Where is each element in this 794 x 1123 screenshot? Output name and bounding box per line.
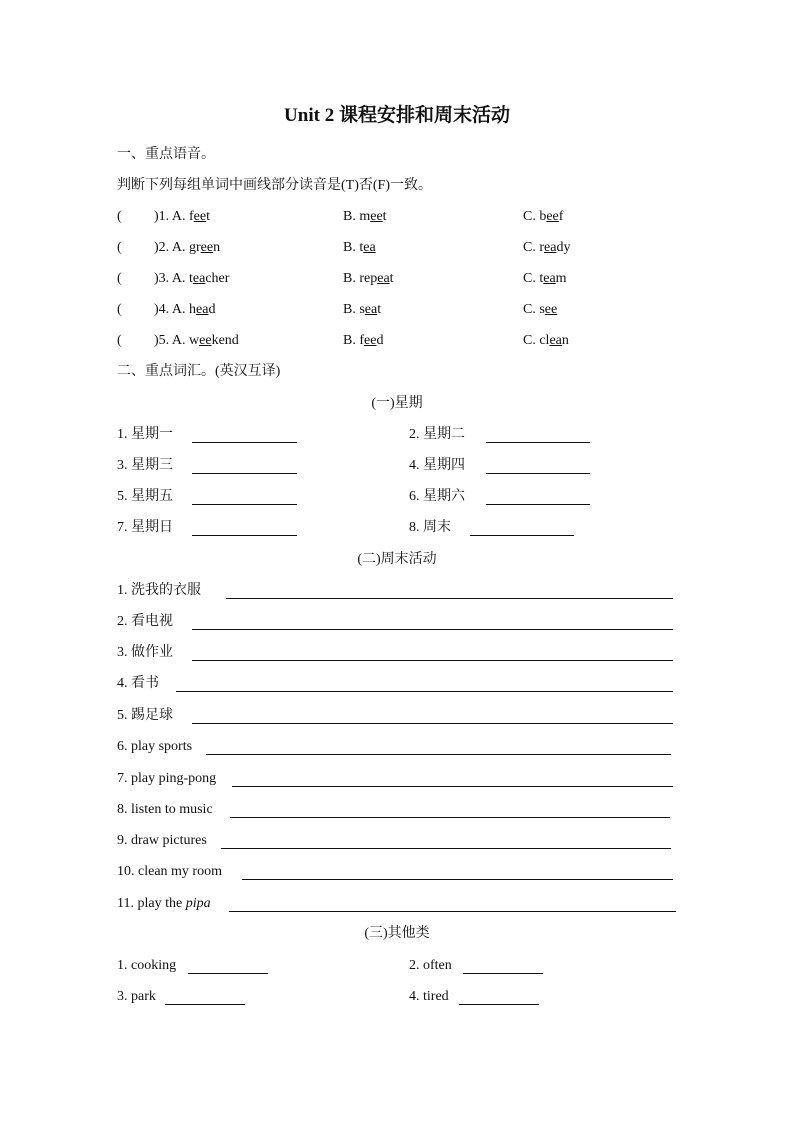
section2-heading: 二、重点词汇。(英汉互译)	[117, 364, 281, 379]
answer-paren-open[interactable]: (	[117, 209, 122, 224]
underlined-letters: ee	[546, 209, 559, 224]
weekday-label: 1. 星期一	[117, 427, 173, 442]
underlined-letters: ea	[363, 240, 376, 255]
word-c: see	[539, 302, 558, 317]
weekday-label: 3. 星期三	[117, 458, 173, 473]
activity-label: 9. draw pictures	[117, 833, 207, 848]
answer-paren-open[interactable]: (	[117, 333, 122, 348]
answer-blank[interactable]	[459, 1004, 539, 1005]
answer-line[interactable]	[192, 629, 673, 630]
weekday-label: 8. 周末	[409, 520, 451, 535]
weekday-label: 6. 星期六	[409, 489, 465, 504]
activity-label: 8. listen to music	[117, 802, 213, 817]
answer-line[interactable]	[192, 723, 673, 724]
answer-line[interactable]	[221, 848, 671, 849]
activity-label: 2. 看电视	[117, 614, 173, 629]
word-b: tea	[359, 240, 376, 255]
answer-blank[interactable]	[165, 1004, 245, 1005]
underlined-letters: ee	[199, 333, 212, 348]
option-a: )1. A. feet	[154, 209, 210, 224]
underlined-letters: ea	[549, 333, 562, 348]
answer-blank[interactable]	[486, 442, 590, 443]
other-word-label: 3. park	[117, 989, 156, 1004]
underlined-letters: ea	[543, 271, 556, 286]
weekdays-subtitle: (一)星期	[371, 396, 423, 411]
page-title: Unit 2 课程安排和周末活动	[284, 105, 510, 126]
option-a: )5. A. weekend	[154, 333, 239, 348]
answer-line[interactable]	[192, 660, 673, 661]
activity-label: 5. 踢足球	[117, 708, 173, 723]
weekday-label: 2. 星期二	[409, 427, 465, 442]
answer-line[interactable]	[242, 879, 673, 880]
activities-subtitle: (二)周末活动	[357, 552, 437, 567]
answer-line[interactable]	[230, 817, 670, 818]
word-b: feed	[359, 333, 384, 348]
word-c: clean	[539, 333, 569, 348]
weekday-label: 4. 星期四	[409, 458, 465, 473]
underlined-letters: ee	[370, 209, 383, 224]
underlined-letters: ee	[193, 209, 207, 224]
option-c: C. ready	[523, 240, 571, 255]
option-a: )3. A. teacher	[154, 271, 230, 286]
answer-blank[interactable]	[188, 973, 268, 974]
weekday-label: 5. 星期五	[117, 489, 173, 504]
word-b: meet	[359, 209, 387, 224]
word-b: seat	[359, 302, 382, 317]
other-word-label: 1. cooking	[117, 958, 177, 973]
section1-heading: 一、重点语音。	[117, 147, 215, 162]
answer-line[interactable]	[176, 691, 673, 692]
answer-blank[interactable]	[192, 473, 297, 474]
word-a: green	[189, 240, 221, 255]
option-a: )4. A. head	[154, 302, 216, 317]
underlined-letters: ea	[377, 271, 390, 286]
option-b: B. meet	[343, 209, 387, 224]
activity-label: 6. play sports	[117, 739, 193, 754]
activity-label: 10. clean my room	[117, 864, 222, 879]
answer-paren-open[interactable]: (	[117, 302, 122, 317]
section1-instruction: 判断下列每组单词中画线部分读音是(T)否(F)一致。	[117, 178, 432, 193]
word-c: ready	[539, 240, 571, 255]
word-c: beef	[539, 209, 564, 224]
word-a: teacher	[189, 271, 230, 286]
answer-blank[interactable]	[192, 442, 297, 443]
word-a: feet	[189, 209, 210, 224]
other-word-label: 4. tired	[409, 989, 449, 1004]
answer-blank[interactable]	[486, 504, 590, 505]
answer-blank[interactable]	[192, 504, 297, 505]
answer-line[interactable]	[229, 911, 676, 912]
underlined-letters: ee	[364, 333, 377, 348]
option-c: C. clean	[523, 333, 569, 348]
option-b: B. repeat	[343, 271, 394, 286]
answer-blank[interactable]	[192, 535, 297, 536]
others-subtitle: (三)其他类	[364, 926, 430, 941]
option-c: C. team	[523, 271, 567, 286]
activity-label: 3. 做作业	[117, 645, 173, 660]
answer-paren-open[interactable]: (	[117, 240, 122, 255]
answer-line[interactable]	[226, 598, 673, 599]
activity-label: 7. play ping-pong	[117, 771, 217, 786]
answer-line[interactable]	[206, 754, 671, 755]
activity-label: 4. 看书	[117, 676, 159, 691]
activity-label: 11. play the pipa	[117, 896, 211, 911]
underlined-letters: ee	[544, 302, 558, 317]
answer-blank[interactable]	[463, 973, 543, 974]
answer-blank[interactable]	[486, 473, 590, 474]
word-c: team	[539, 271, 567, 286]
answer-blank[interactable]	[470, 535, 574, 536]
option-b: B. seat	[343, 302, 382, 317]
word-a: weekend	[189, 333, 239, 348]
answer-line[interactable]	[232, 786, 673, 787]
word-b: repeat	[359, 271, 394, 286]
underlined-letters: ea	[364, 302, 378, 317]
option-a: )2. A. green	[154, 240, 221, 255]
other-word-label: 2. often	[409, 958, 452, 973]
underlined-letters: ea	[544, 240, 557, 255]
underlined-letters: ea	[192, 271, 206, 286]
weekday-label: 7. 星期日	[117, 520, 173, 535]
option-c: C. see	[523, 302, 558, 317]
option-b: B. feed	[343, 333, 384, 348]
underlined-letters: ee	[200, 240, 214, 255]
pipa-italic: pipa	[185, 896, 211, 911]
activity-label: 1. 洗我的衣服	[117, 583, 201, 598]
word-a: head	[189, 302, 216, 317]
option-c: C. beef	[523, 209, 564, 224]
option-b: B. tea	[343, 240, 376, 255]
answer-paren-open[interactable]: (	[117, 271, 122, 286]
underlined-letters: ea	[196, 302, 209, 317]
